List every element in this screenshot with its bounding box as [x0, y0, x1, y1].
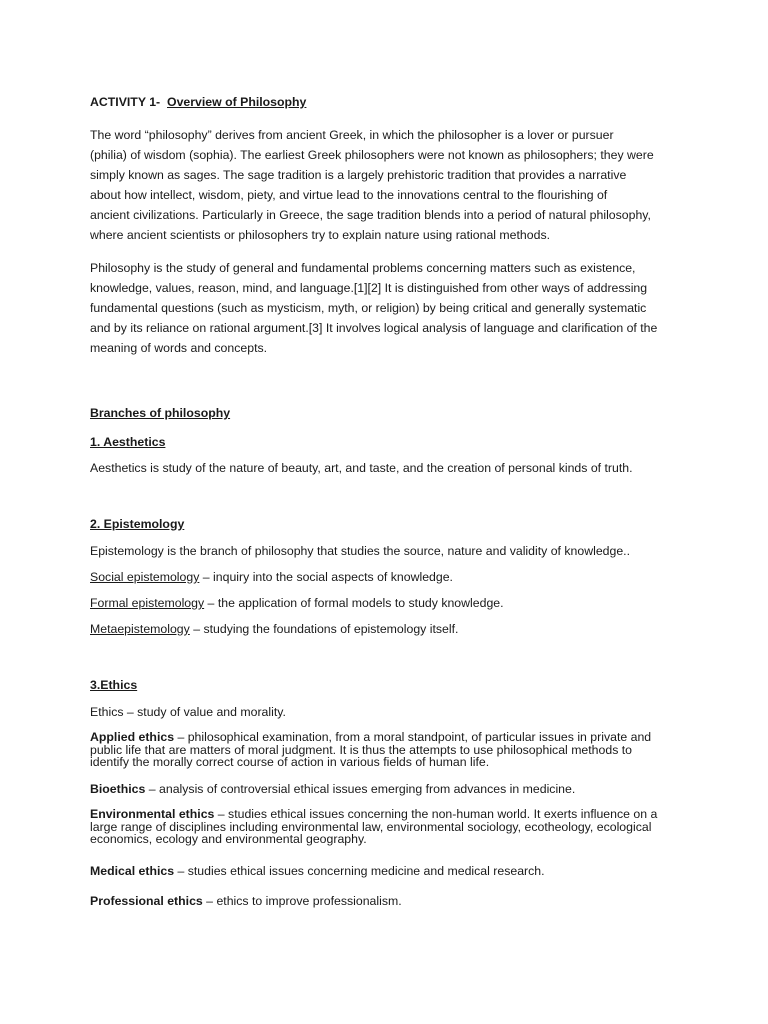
paragraph-line: Philosophy is the study of general and fundamental problems concerning matters such as existence,: [90, 261, 636, 275]
paragraph-line: ancient civilizations. Particularly in Greece, the sage tradition blends into a period of natural philosophy,: [90, 208, 651, 222]
term-desc: – inquiry into the social aspects of knowledge.: [199, 570, 453, 584]
item-line: economics, ecology and environmental geography.: [90, 832, 367, 846]
epistemology-heading: 2. Epistemology: [90, 517, 185, 531]
term: Applied ethics: [90, 730, 175, 744]
ethics-item-environmental: [90, 808, 680, 846]
paragraph-line: knowledge, values, reason, mind, and language.[1][2] It is distinguished from other ways of addressing: [90, 281, 648, 295]
epistemology-item-social: [90, 569, 453, 585]
term-desc: – the application of formal models to study knowledge.: [204, 596, 504, 610]
activity-prefix: ACTIVITY 1-: [90, 95, 161, 109]
item-line: identify the morally correct course of action in various fields of human life.: [90, 755, 490, 769]
ethics-item-bioethics: [90, 781, 575, 797]
term-desc: – ethics to improve professionalism.: [202, 894, 402, 908]
term: Formal epistemology: [90, 596, 205, 610]
paragraph-line: meaning of words and concepts.: [90, 341, 268, 355]
aesthetics-heading: 1. Aesthetics: [90, 435, 166, 449]
ethics-item-professional: [90, 893, 402, 909]
paragraph-line: about how intellect, wisdom, piety, and virtue lead to the innovations central to the flourishing of: [90, 188, 608, 202]
paragraph-line: (philia) of wisdom (sophia). The earliest Greek philosophers were not known as philosophers; they were: [90, 148, 654, 162]
ethics-text: Ethics – study of value and morality.: [90, 705, 286, 719]
epistemology-text: Epistemology is the branch of philosophy that studies the source, nature and validity of knowledge..: [90, 544, 631, 558]
ethics-item-applied: [90, 731, 680, 769]
aesthetics-text: Aesthetics is study of the nature of beauty, art, and taste, and the creation of personal kinds of truth.: [90, 461, 633, 475]
ethics-item-medical: [90, 863, 545, 879]
branches-heading: Branches of philosophy: [90, 406, 231, 420]
paragraph-line: fundamental questions (such as mysticism, myth, or religion) by being critical and generally systematic: [90, 301, 647, 315]
item-line: large range of disciplines including environmental law, environmental sociology, ecotheology, ecological: [90, 819, 652, 834]
intro-paragraph-2: [90, 258, 680, 358]
term: Bioethics: [90, 782, 146, 796]
term-desc: – studies ethical issues concerning medicine and medical research.: [174, 864, 545, 878]
term: Medical ethics: [90, 864, 175, 878]
term: Environmental ethics: [90, 807, 215, 821]
term: Metaepistemology: [90, 622, 190, 636]
epistemology-item-meta: [90, 621, 458, 637]
term: Social epistemology: [90, 570, 200, 584]
term: Professional ethics: [90, 894, 203, 908]
item-line: public life that are matters of moral judgment. It is thus the attempts to use philosophical methods to: [90, 742, 633, 757]
epistemology-item-formal: [90, 595, 504, 611]
term-desc: – studying the foundations of epistemology itself.: [189, 622, 459, 636]
term-desc: – philosophical examination, from a moral standpoint, of particular issues in private and: [174, 730, 652, 744]
paragraph-line: The word “philosophy” derives from ancient Greek, in which the philosopher is a lover or pursuer: [90, 128, 614, 142]
term-desc: – analysis of controversial ethical issues emerging from advances in medicine.: [145, 782, 576, 796]
term-desc: – studies ethical issues concerning the non-human world. It exerts influence on a: [214, 807, 658, 821]
paragraph-line: and by its reliance on rational argument.[3] It involves logical analysis of language and clarification of the: [90, 321, 658, 335]
item-line: [90, 731, 680, 744]
activity-title: [90, 94, 306, 110]
paragraph-line: where ancient scientists or philosophers try to explain nature using rational methods.: [90, 228, 551, 242]
intro-paragraph-1: [90, 125, 680, 245]
ethics-heading: 3.Ethics: [90, 678, 138, 692]
activity-title-text: Overview of Philosophy: [167, 95, 307, 109]
item-line: [90, 808, 680, 821]
paragraph-line: simply known as sages. The sage tradition is a largely prehistoric tradition that provides a narrative: [90, 168, 627, 182]
